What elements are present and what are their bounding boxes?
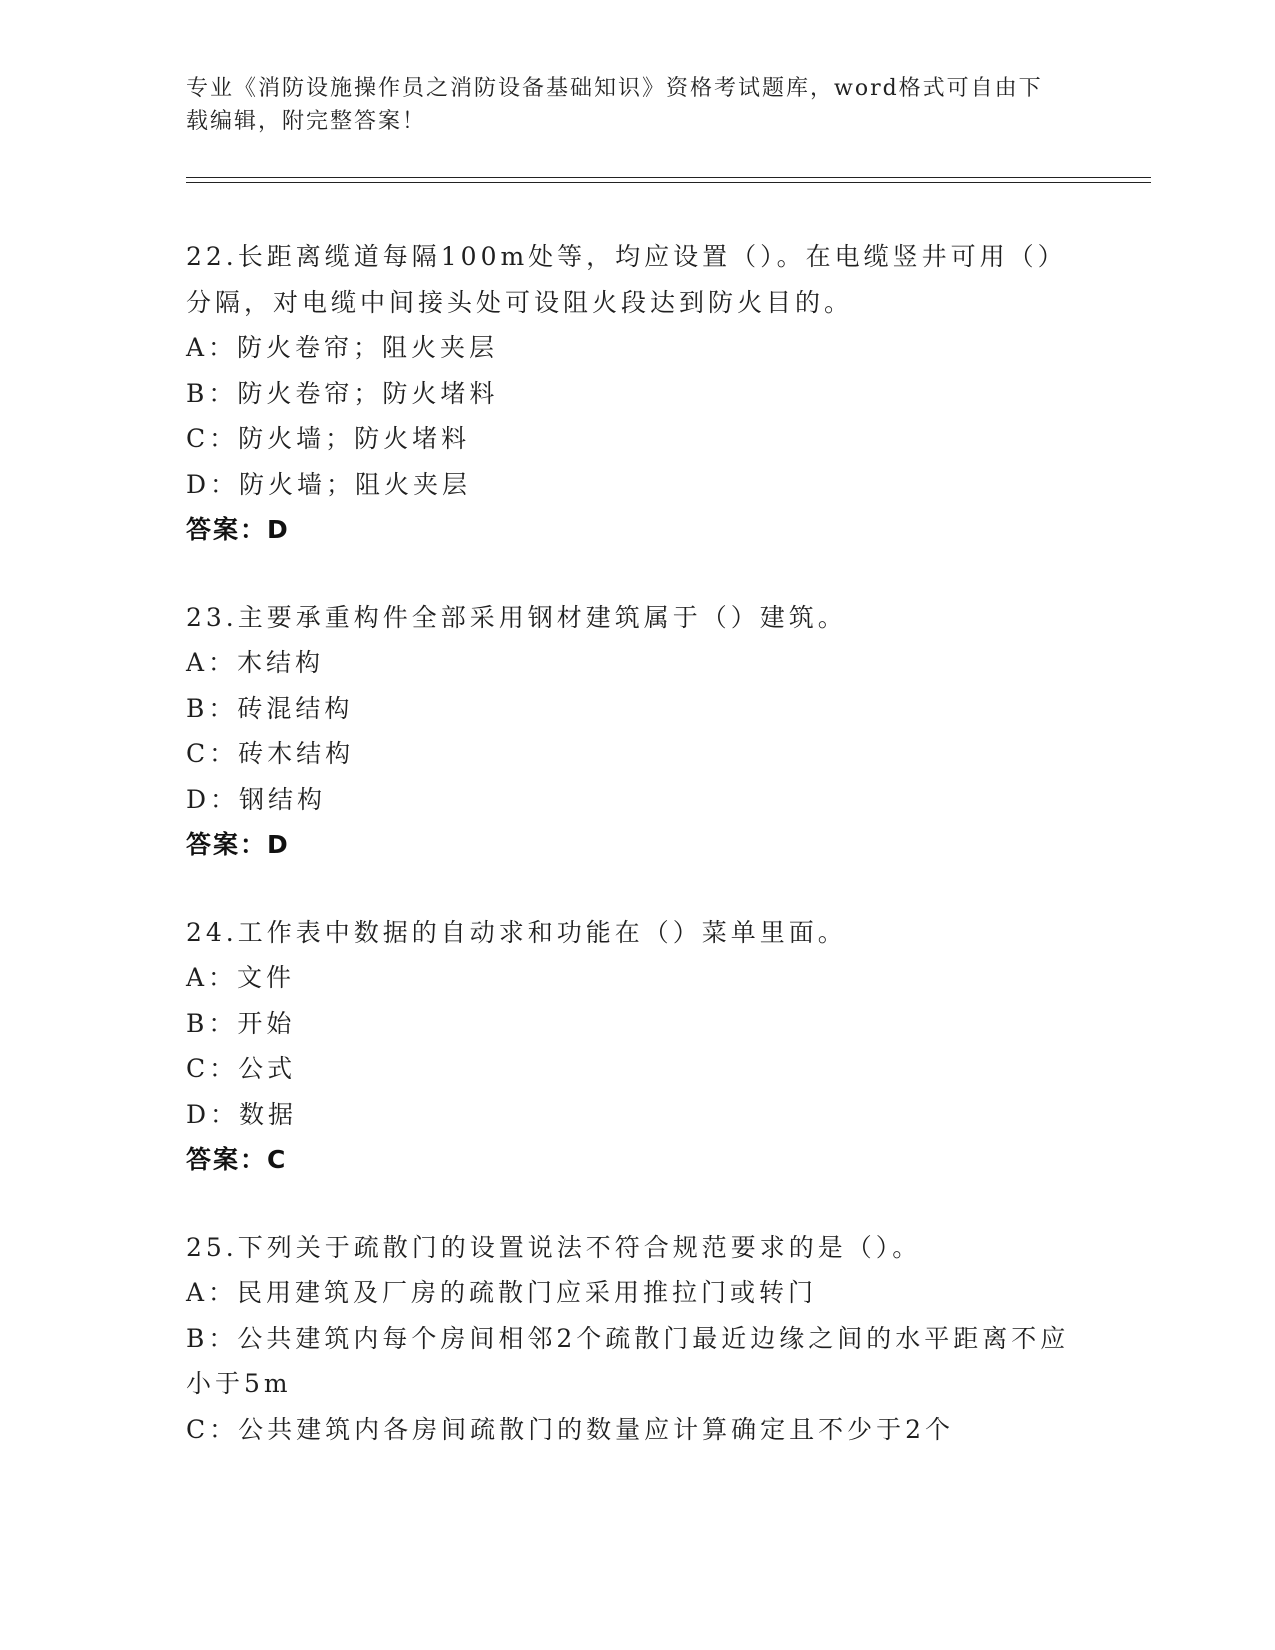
- option-c: C：公共建筑内各房间疏散门的数量应计算确定且不少于2个: [186, 1414, 955, 1444]
- option-a: A：防火卷帘；阻火夹层: [186, 333, 499, 362]
- option-b: B：砖混结构: [186, 693, 354, 723]
- answer: 答案：C: [186, 1145, 288, 1174]
- question-stem: 22.长距离缆道每隔100m处等，均应设置（）。在电缆竖井可用（）: [186, 242, 1067, 271]
- answer: 答案：D: [186, 515, 290, 544]
- option-a: A：民用建筑及厂房的疏散门应采用推拉门或转门: [186, 1278, 818, 1307]
- question-stem: 24.工作表中数据的自动求和功能在（）菜单里面。: [186, 917, 847, 947]
- question-25: [186, 1225, 1086, 1453]
- question-stem: 23.主要承重构件全部采用钢材建筑属于（）建筑。: [186, 602, 847, 632]
- option-b-continued: 小于5m: [186, 1369, 292, 1398]
- option-c: C：防火墙；防火堵料: [186, 424, 471, 453]
- header-line-2: 载编辑，附完整答案！: [186, 109, 427, 134]
- option-a: A：文件: [186, 963, 296, 992]
- answer: 答案：D: [186, 830, 290, 859]
- option-d: D：数据: [186, 1099, 298, 1129]
- header-divider-bottom: [186, 182, 1151, 183]
- question-list: [186, 234, 1086, 1494]
- option-b: B：防火卷帘；防火堵料: [186, 378, 499, 408]
- header-line-1: 专业《消防设施操作员之消防设备基础知识》资格考试题库，word格式可自由下: [186, 76, 1043, 101]
- option-d: D：防火墙；阻火夹层: [186, 469, 472, 499]
- option-c: C：公式: [186, 1054, 297, 1083]
- question-24: [186, 910, 1086, 1183]
- header-divider-top: [186, 177, 1151, 178]
- question-stem: 25.下列关于疏散门的设置说法不符合规范要求的是（）。: [186, 1232, 922, 1262]
- option-c: C：砖木结构: [186, 739, 355, 768]
- option-b: B：公共建筑内每个房间相邻2个疏散门最近边缘之间的水平距离不应: [186, 1323, 1070, 1353]
- option-b: B：开始: [186, 1008, 296, 1038]
- document-header: [186, 72, 1086, 138]
- question-22: [186, 234, 1086, 553]
- question-stem-continued: 分隔，对电缆中间接头处可设阻火段达到防火目的。: [186, 287, 854, 317]
- question-23: [186, 595, 1086, 868]
- option-a: A：木结构: [186, 648, 325, 677]
- option-d: D：钢结构: [186, 784, 327, 814]
